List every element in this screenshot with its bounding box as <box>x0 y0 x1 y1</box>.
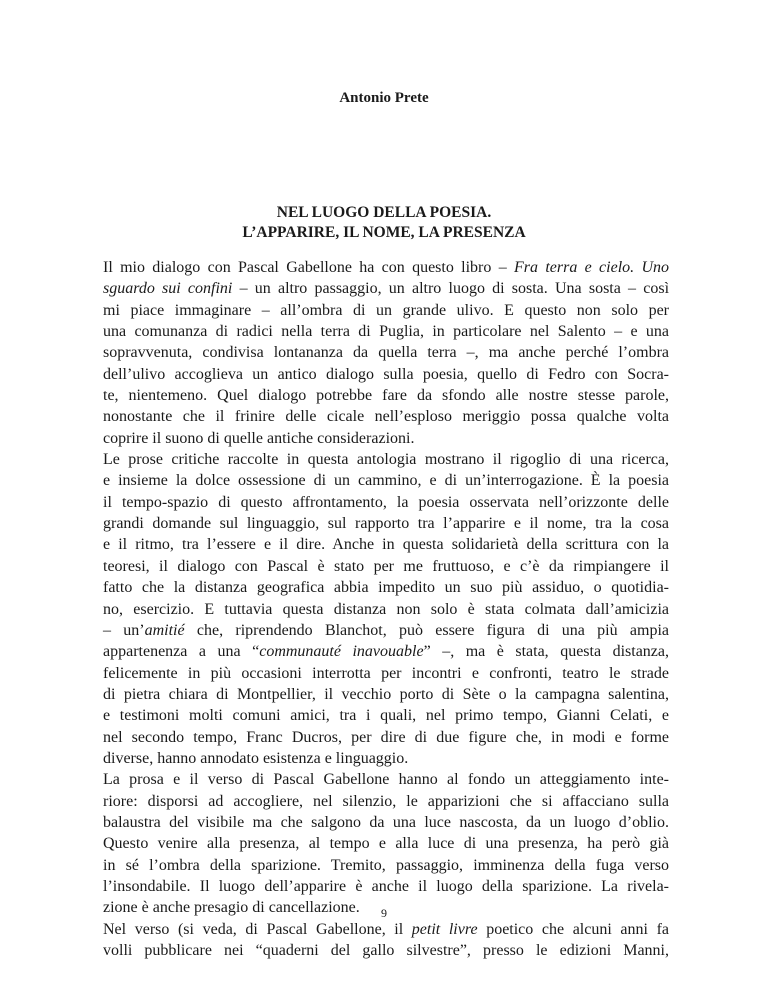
text-line <box>103 620 669 641</box>
text-run: Il mio dialogo con Pascal Gabellone ha con questo libro – <box>103 259 515 276</box>
text-line <box>103 278 669 299</box>
page-number: 9 <box>381 906 387 920</box>
text-run: te, nientemeno. Quel dialogo potrebbe fare da sfondo alle nostre stesse parole, <box>103 387 669 405</box>
text-line <box>103 876 669 897</box>
text-run: l’insondabile. Il luogo dell’apparire è anche il luogo della sparizione. La rivela- <box>103 877 669 895</box>
text-run: che, riprendendo Blanchot, può essere figura di una più ampia <box>184 621 669 639</box>
text-line <box>103 300 669 321</box>
text-run: Nel verso (si veda, di Pascal Gabellone, il <box>103 920 412 938</box>
text-run: il tempo-spazio di questo affrontamento, la poesia osservata nell’orizzonte delle <box>103 493 669 511</box>
text-run: di pietra chiara di Montpellier, il vecchio porto di Sète o la campagna salentina, <box>103 685 669 703</box>
text-line <box>103 599 669 620</box>
text-line <box>103 705 669 726</box>
text-line <box>103 577 669 598</box>
chapter-title-line-1: NEL LUOGO DELLA POESIA. <box>276 204 492 221</box>
text-line <box>103 513 669 534</box>
text-run: zione è anche presagio di cancellazione. <box>103 899 360 917</box>
text-run: e il ritmo, tra l’essere e il dire. Anche in questa solidarietà della scrittura con la <box>103 536 669 554</box>
text-run: fatto che la distanza geografica abbia impedito un suo più assiduo, o quotidia- <box>103 579 669 597</box>
text-run: ” –, ma è stata, questa distanza, <box>423 643 669 661</box>
text-line <box>103 385 669 406</box>
body-text <box>103 257 669 961</box>
text-line <box>103 257 669 278</box>
text-line <box>103 342 669 363</box>
text-line <box>103 321 669 342</box>
text-run: e testimoni molti comuni amici, tra i quali, nel primo tempo, Gianni Celati, e <box>103 707 669 725</box>
text-line <box>103 428 669 449</box>
text-line <box>103 769 669 790</box>
text-line <box>103 492 669 513</box>
text-run: teoresi, il dialogo con Pascal è stato per me fruttuoso, e c’è da rimpiangere il <box>103 557 669 575</box>
text-run: appartenenza a una “ <box>103 643 260 661</box>
text-line <box>103 364 669 385</box>
text-run: balaustra del visibile ma che salgono da una luce nascosta, da un luogo d’oblio. <box>103 813 669 831</box>
text-run: grandi domande sul linguaggio, sul rapporto tra l’apparire e il nome, tra la cosa <box>103 515 669 533</box>
italic-text-run: amitié <box>144 621 185 639</box>
text-run: volli pubblicare nei “quaderni del gallo silvestre”, presso le edizioni Manni, <box>103 942 669 959</box>
text-run: La prosa e il verso di Pascal Gabellone hanno al fondo un atteggiamento inte- <box>103 771 669 789</box>
chapter-title <box>0 203 768 243</box>
text-run: no, esercizio. E tuttavia questa distanza non solo è stata colmata dall’amicizia <box>103 600 669 618</box>
text-line <box>103 449 669 470</box>
text-line <box>103 940 669 961</box>
italic-text-run: Fra terra e cielo. Uno <box>514 259 670 276</box>
text-run: in sé l’ombra della sparizione. Tremito, passaggio, imminenza della fuga verso <box>103 856 669 874</box>
text-line <box>103 470 669 491</box>
text-run: nonostante che il frinire delle cicale nell’esploso meriggio possa qualche volta <box>103 408 669 426</box>
text-run: coprire il suono di quelle antiche considerazioni. <box>103 429 415 447</box>
author-name: Antonio Prete <box>339 90 429 106</box>
text-line <box>103 406 669 427</box>
text-run: riore: disporsi ad accogliere, nel silenzio, le apparizioni che si affacciano sulla <box>103 792 669 810</box>
text-line <box>103 663 669 684</box>
text-run: e insieme la dolce ossessione di un cammino, e di un’interrogazione. È la poesia <box>103 472 669 490</box>
italic-text-run: sguardo sui confini <box>103 280 233 298</box>
text-line <box>103 534 669 555</box>
text-run: una comunanza di radici nella terra di Puglia, in particolare nel Salento – e una <box>103 323 669 341</box>
text-line <box>103 684 669 705</box>
text-line <box>103 833 669 854</box>
text-line <box>103 727 669 748</box>
text-line <box>103 919 669 940</box>
text-run: – un’ <box>103 621 145 639</box>
text-run: – un altro passaggio, un altro luogo di sosta. Una sosta – così <box>232 280 670 298</box>
text-line <box>103 556 669 577</box>
text-line <box>103 855 669 876</box>
text-run: poetico che alcuni anni fa <box>477 920 669 938</box>
text-run: dell’ulivo accoglieva un antico dialogo sulla poesia, quello di Fedro con Socra- <box>103 365 669 383</box>
chapter-title-line-2: L’APPARIRE, IL NOME, LA PRESENZA <box>242 224 526 241</box>
text-run: Le prose critiche raccolte in questa antologia mostrano il rigoglio di una ricerca, <box>103 451 669 469</box>
text-run: sopravvenuta, condivisa lontananza da quella terra –, ma anche perché l’ombra <box>103 344 669 362</box>
italic-text-run: petit livre <box>411 920 478 938</box>
text-line <box>103 791 669 812</box>
text-run: Questo venire alla presenza, al tempo e alla luce di una presenza, ha però già <box>103 835 669 853</box>
text-line <box>103 641 669 662</box>
text-run: diverse, hanno annodato esistenza e linguaggio. <box>103 749 409 767</box>
text-run: felicemente in più occasioni interrotta per incontri e confronti, teatro le strade <box>103 664 669 682</box>
text-line <box>103 748 669 769</box>
text-line <box>103 812 669 833</box>
italic-text-run: communauté inavouable <box>259 643 424 661</box>
text-run: nel secondo tempo, Franc Ducros, per dire di due figure che, in modi e forme <box>103 728 669 746</box>
text-run: mi piace immaginare – all’ombra di un grande ulivo. E questo non solo per <box>103 301 669 319</box>
